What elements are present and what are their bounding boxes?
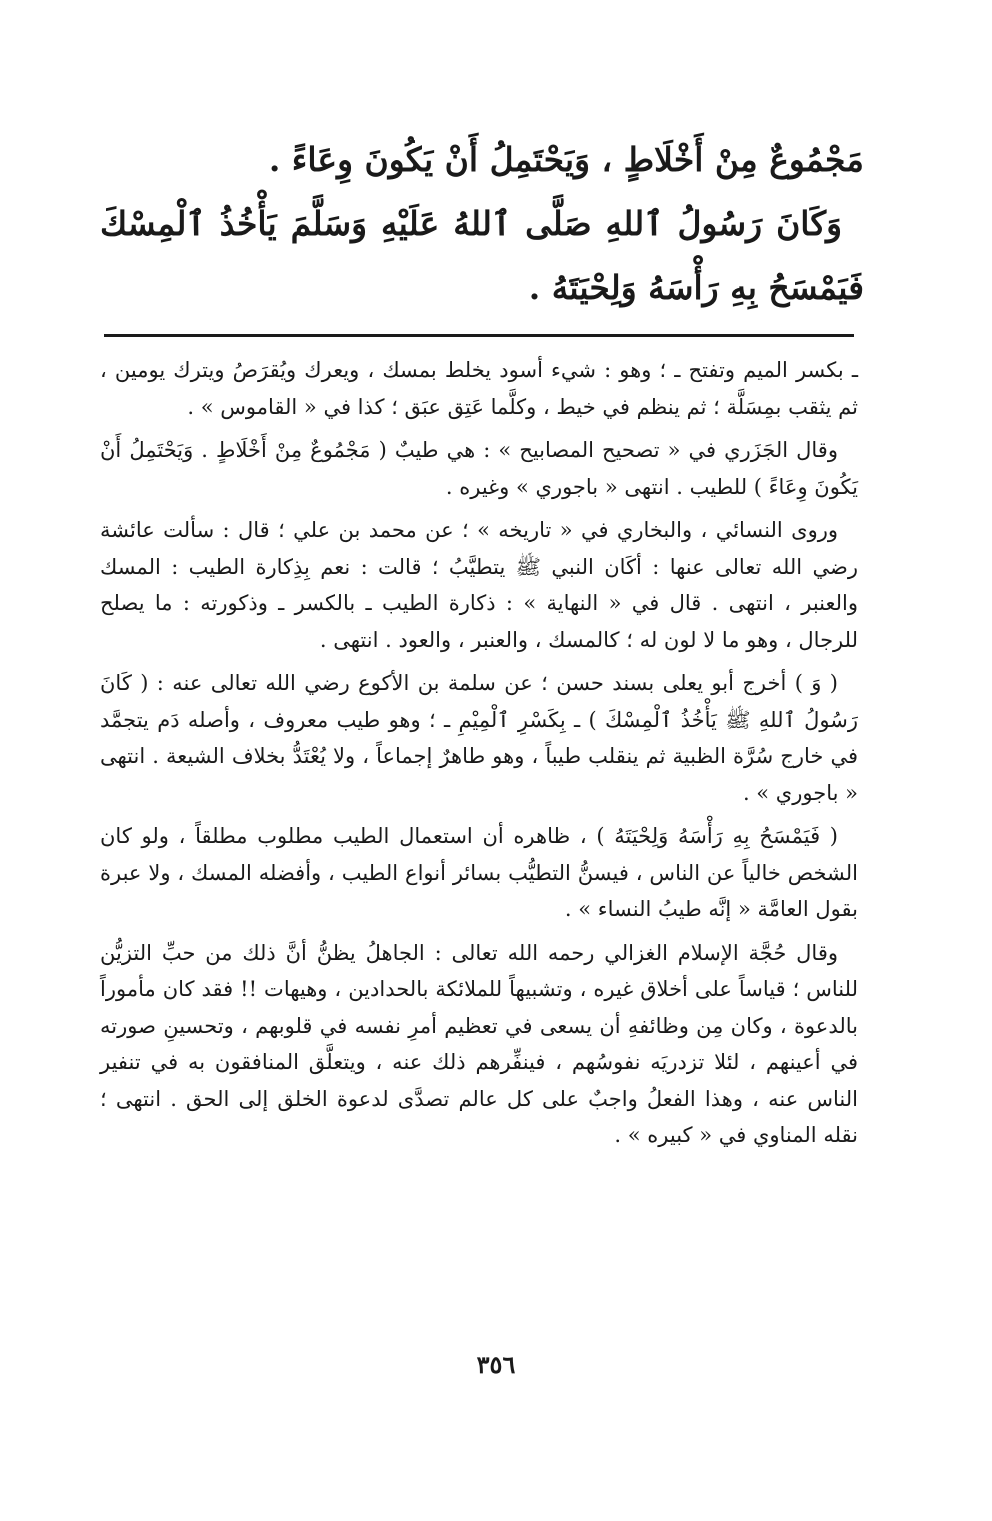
commentary-paragraph: وقال حُجَّة الإسلام الغزالي رحمه الله تعالى : الجاهلُ يظنُّ أنَّ ذلك من حبِّ التزيُّن للناس ؛ قياساً على أخلاق غيره ، وتشبيهاً للملائكة بالحدادين ، وهيهات !! فقد كان مأموراً بالدعوة ، وكان مِن وظائفهِ أن يسعى في تعظيم أمرِ نفسه في قلوبهم ، وتحسينِ صورته في أعينهم ، لئلا تزدريَه نفوسُهم ، فينفِّرهم ذلك عنه ، ويتعلَّق المنافقون به في تنفير الناس عنه ، وهذا الفعلُ واجبٌ على كل عالم تصدَّى لدعوة الخلق إلى الحق . انتهى ؛ نقله المناوي في « كبيره » . [100, 940, 858, 1147]
page-number: ٣٥٦ [476, 1350, 516, 1379]
commentary-paragraph: وروى النسائي ، والبخاري في « تاريخه » ؛ عن محمد بن علي ؛ قال : سألت عائشة رضي الله تعالى عنها : أكَان النبي ﷺ يتطيَّبُ ؛ قالت : نعم بِذِكارة الطيب : المسك والعنبر ، انتهى . قال في « النهاية » : ذكارة الطيب ـ بالكسر ـ وذكورته : ما يصلح للرجال ، وهو ما لا لون له ؛ كالمسك ، والعنبر ، والعود . انتهى . [100, 518, 858, 652]
main-text-line-1: مَجْمُوعٌ مِنْ أَخْلَاطٍ ، وَيَحْتَمِلُ أَنْ يَكُونَ وِعَاءً . [268, 140, 864, 179]
main-text [100, 128, 864, 320]
footnote-separator [104, 334, 854, 337]
commentary-paragraph: ( فَيَمْسَحُ بِهِ رَأْسَهُ وَلِحْيَتَهُ ) ، ظاهره أن استعمال الطيب مطلوب مطلقاً ، ولو كان الشخص خالياً عن الناس ، فيسنُّ التطيُّب بسائر أنواع الطيب ، وأفضله المسك ، ولا عبرة بقول العامَّة « إنَّه طيبُ النساء » . [100, 824, 858, 921]
main-text-hadith: وَكَانَ رَسُولُ ٱللهِ صَلَّى ٱللهُ عَلَيْهِ وَسَلَّمَ يَأْخُذُ ٱلْمِسْكَ فَيَمْسَحُ بِهِ رَأْسَهُ وَلِحْيَتَهُ . [100, 204, 864, 307]
commentary-paragraph: ـ بكسر الميم وتفتح ـ ؛ وهو : شيء أسود يخلط بمسك ، ويعرك ويُقرَصُ ويترك يومين ، ثم يثقب بمِسَلَّة ؛ ثم ينظم في خيط ، وكلَّما عَتِق عبَق ؛ كذا في « القاموس » . [100, 358, 858, 419]
commentary-paragraph: ( وَ ) أخرج أبو يعلى بسند حسن ؛ عن سلمة بن الأكوع رضي الله تعالى عنه : ( كَانَ رَسُولُ ٱللهِ ﷺ يَأْخُذُ ٱلْمِسْكَ ) ـ بِكَسْرِ ٱلْمِيْمِ ـ ؛ وهو طيب معروف ، وأصله دَم يتجمَّد في خارج سُرَّة الظبية ثم ينقلب طيباً ، وهو طاهرٌ إجماعاً ، ولا يُعْتَدُّ بخلاف الشيعة . انتهى « باجوري » . [100, 671, 858, 805]
commentary-paragraph: وقال الجَزَري في « تصحيح المصابيح » : هي طيبٌ ( مَجْمُوعٌ مِنْ أَخْلَاطٍ . وَيَحْتَمِلُ أَنْ يَكُونَ وِعَاءً ) للطيب . انتهى « باجوري » وغيره . [100, 438, 858, 499]
commentary [100, 352, 858, 1161]
